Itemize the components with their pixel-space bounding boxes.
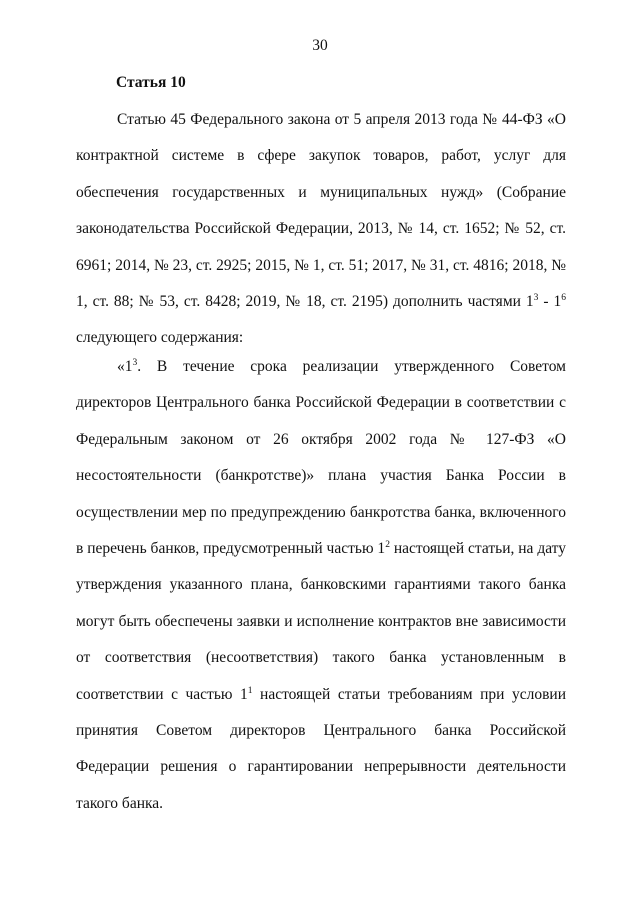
page-number: 30	[312, 37, 328, 54]
article-title: Статья 10	[116, 74, 186, 91]
superscript: 2	[385, 539, 390, 550]
text-run: настоящей статьи требованиям при условии принятия Советом директоров Центрального банка Российской Федерации решения о гарантировании непрерывности деятельности такого банка.	[76, 685, 567, 812]
paragraph-part-1-3	[76, 349, 566, 822]
text-run: следующего содержания:	[76, 329, 244, 347]
superscript: 3	[132, 357, 138, 368]
text-run: настоящей статьи, на дату утверждения указанного плана, банковскими гарантиями такого банка могут быть обеспечены заявки и исполнение контрактов вне зависимости от соответствия (несоответствия) такого банка установленным в соответствии с частью 1	[76, 540, 567, 703]
text-run: «1	[117, 358, 133, 375]
superscript: 3	[533, 292, 539, 303]
text-run: - 1	[538, 293, 562, 311]
paragraph-amendment-intro	[76, 102, 566, 357]
superscript: 6	[561, 292, 566, 303]
text-run: Статью 45 Федерального закона от 5 апреля 2013 года № 44-ФЗ «О контрактной системе в сфере закупок товаров, работ, услуг для обеспечения государственных и муниципальных нужд» (Собрание законодательства Российской Федерации, 2013, № 14, ст. 1652; № 52, ст. 6961; 2014, № 23, ст. 2925; 2015, № 1, ст. 51; 2017, № 31, ст. 4816; 2018, № 1, ст. 88; № 53, ст. 8428; 2019, № 18, ст. 2195) дополнить частями 1	[76, 111, 566, 311]
superscript: 1	[247, 685, 253, 696]
text-run: . В течение срока реализации утвержденного Советом директоров Центрального банка Российской Федерации в соответствии с Федеральным законом от 26 октября 2002 года № 127-ФЗ «О несостоятельности (банкротстве)» плана участия Банка России в осуществлении мер по предупреждению банкротства банка, включенного в перечень банков, предусмотренный частью 1	[76, 358, 566, 558]
